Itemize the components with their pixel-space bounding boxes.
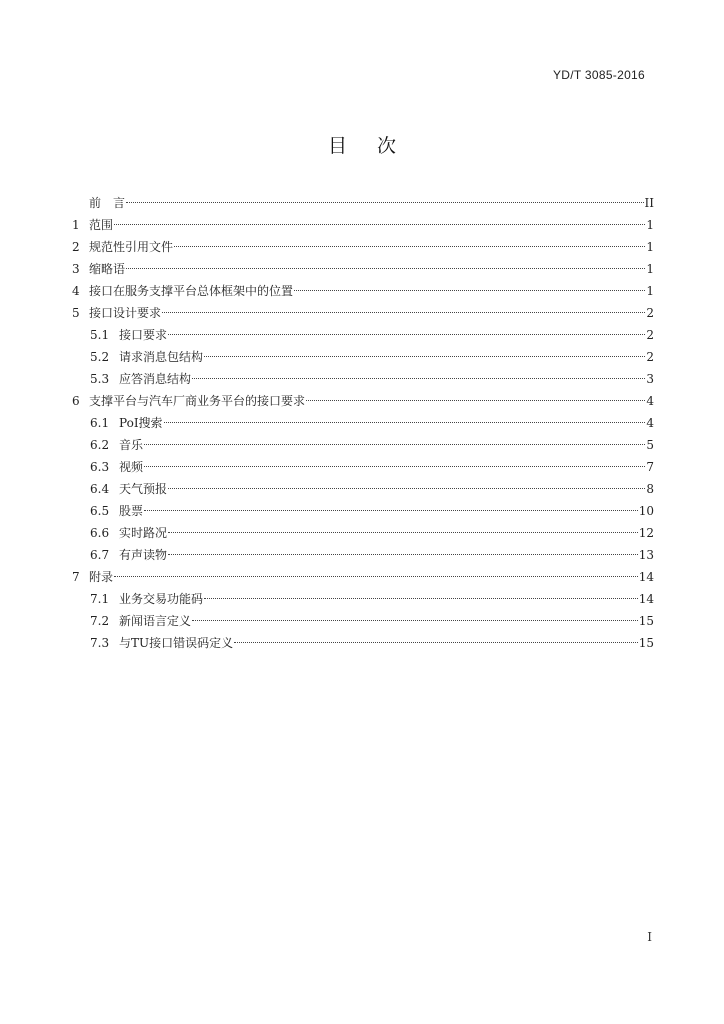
dot-leader (114, 576, 638, 577)
toc-entry-title: 支撑平台与汽车厂商业务平台的接口要求 (89, 394, 306, 408)
toc-entry-number: 6.5 (90, 504, 110, 518)
toc-entry-page: 14 (638, 570, 654, 584)
toc-entry-page: 2 (646, 306, 654, 320)
toc-entry-page: 12 (638, 526, 654, 540)
table-of-contents (72, 192, 654, 654)
toc-entry[interactable] (72, 280, 654, 302)
toc-entry-page: 1 (646, 284, 654, 298)
dot-leader (164, 422, 646, 423)
toc-entry-number: 5.3 (90, 372, 110, 386)
dot-leader (204, 356, 645, 357)
toc-entry-number: 7.1 (90, 592, 110, 606)
toc-entry-page: 13 (638, 548, 654, 562)
toc-entry-number: 6.7 (90, 548, 110, 562)
dot-leader (294, 290, 645, 291)
toc-entry-page: 4 (646, 394, 654, 408)
dot-leader (114, 224, 645, 225)
dot-leader (144, 510, 638, 511)
toc-subentry[interactable] (72, 412, 654, 434)
toc-subentry[interactable] (72, 368, 654, 390)
toc-entry-page: 7 (646, 460, 654, 474)
toc-entry-title: 前 言 (89, 196, 126, 210)
toc-subentry[interactable] (72, 632, 654, 654)
dot-leader (234, 642, 638, 643)
toc-entry-page: II (644, 196, 654, 210)
toc-entry-title: 视频 (119, 460, 144, 474)
toc-entry-number: 2 (72, 240, 80, 254)
toc-entry-number: 7.2 (90, 614, 110, 628)
toc-entry-number: 5.1 (90, 328, 110, 342)
toc-entry-title: 实时路况 (119, 526, 168, 540)
toc-subentry[interactable] (72, 588, 654, 610)
toc-subentry[interactable] (72, 522, 654, 544)
toc-entry-title: 应答消息结构 (119, 372, 192, 386)
toc-entry-number: 6.2 (90, 438, 110, 452)
toc-entry-title: 范围 (89, 218, 114, 232)
toc-entry-page: 3 (646, 372, 654, 386)
dot-leader (126, 268, 645, 269)
toc-entry-number: 6.1 (90, 416, 110, 430)
dot-leader (162, 312, 645, 313)
toc-entry-page: 5 (646, 438, 654, 452)
dot-leader (174, 246, 645, 247)
dot-leader (126, 202, 644, 203)
dot-leader (144, 444, 645, 445)
dot-leader (168, 532, 638, 533)
toc-entry[interactable] (72, 302, 654, 324)
dot-leader (144, 466, 645, 467)
toc-entry-page: 14 (638, 592, 654, 606)
toc-entry[interactable] (72, 566, 654, 588)
toc-subentry[interactable] (72, 478, 654, 500)
toc-entry-title: 规范性引用文件 (89, 240, 174, 254)
standard-code: YD/T 3085-2016 (552, 68, 645, 82)
toc-subentry[interactable] (72, 324, 654, 346)
toc-subentry[interactable] (72, 544, 654, 566)
toc-entry-number: 6 (72, 394, 80, 408)
toc-entry-page: 2 (646, 328, 654, 342)
dot-leader (168, 334, 645, 335)
toc-entry-page: 15 (638, 636, 654, 650)
toc-entry-number: 4 (72, 284, 80, 298)
toc-entry[interactable] (72, 214, 654, 236)
toc-entry-page: 1 (646, 240, 654, 254)
toc-entry-title: 接口在服务支撑平台总体框架中的位置 (89, 284, 294, 298)
toc-entry-title: 天气预报 (119, 482, 168, 496)
toc-entry-number: 3 (72, 262, 80, 276)
dot-leader (168, 488, 645, 489)
toc-entry-title: 股票 (119, 504, 144, 518)
toc-entry-number: 5.2 (90, 350, 110, 364)
toc-entry-title: 缩略语 (89, 262, 126, 276)
toc-entry-title: 接口设计要求 (89, 306, 162, 320)
toc-entry-number: 6.4 (90, 482, 110, 496)
toc-entry-number: 6.6 (90, 526, 110, 540)
dot-leader (168, 554, 638, 555)
toc-entry-title: PoI搜索 (119, 416, 163, 430)
toc-entry-page: 1 (646, 262, 654, 276)
dot-leader (204, 598, 638, 599)
toc-entry-page: 4 (646, 416, 654, 430)
toc-entry-title: 新闻语言定义 (119, 614, 192, 628)
page-number: I (647, 930, 652, 944)
toc-entry-page: 2 (646, 350, 654, 364)
toc-entry-title: 与TU接口错误码定义 (119, 636, 234, 650)
dot-leader (192, 620, 638, 621)
toc-entry-number: 6.3 (90, 460, 110, 474)
toc-entry-title: 请求消息包结构 (119, 350, 204, 364)
toc-entry[interactable] (72, 192, 654, 214)
toc-entry-number: 5 (72, 306, 80, 320)
toc-entry-title: 业务交易功能码 (119, 592, 204, 606)
dot-leader (192, 378, 645, 379)
toc-entry[interactable] (72, 236, 654, 258)
toc-subentry[interactable] (72, 456, 654, 478)
toc-entry-title: 音乐 (119, 438, 144, 452)
toc-entry-page: 15 (638, 614, 654, 628)
toc-entry[interactable] (72, 390, 654, 412)
toc-subentry[interactable] (72, 500, 654, 522)
toc-entry-page: 10 (638, 504, 654, 518)
toc-subentry[interactable] (72, 434, 654, 456)
toc-subentry[interactable] (72, 346, 654, 368)
toc-entry-number: 7 (72, 570, 80, 584)
toc-entry-title: 有声读物 (119, 548, 168, 562)
toc-entry-number: 7.3 (90, 636, 110, 650)
toc-entry-title: 接口要求 (119, 328, 168, 342)
toc-entry-page: 1 (646, 218, 654, 232)
toc-entry-number: 1 (72, 218, 80, 232)
toc-entry-title: 附录 (89, 570, 114, 584)
toc-entry-page: 8 (646, 482, 654, 496)
toc-entry[interactable] (72, 258, 654, 280)
dot-leader (306, 400, 645, 401)
toc-subentry[interactable] (72, 610, 654, 632)
page-title: 目次 (327, 135, 426, 157)
